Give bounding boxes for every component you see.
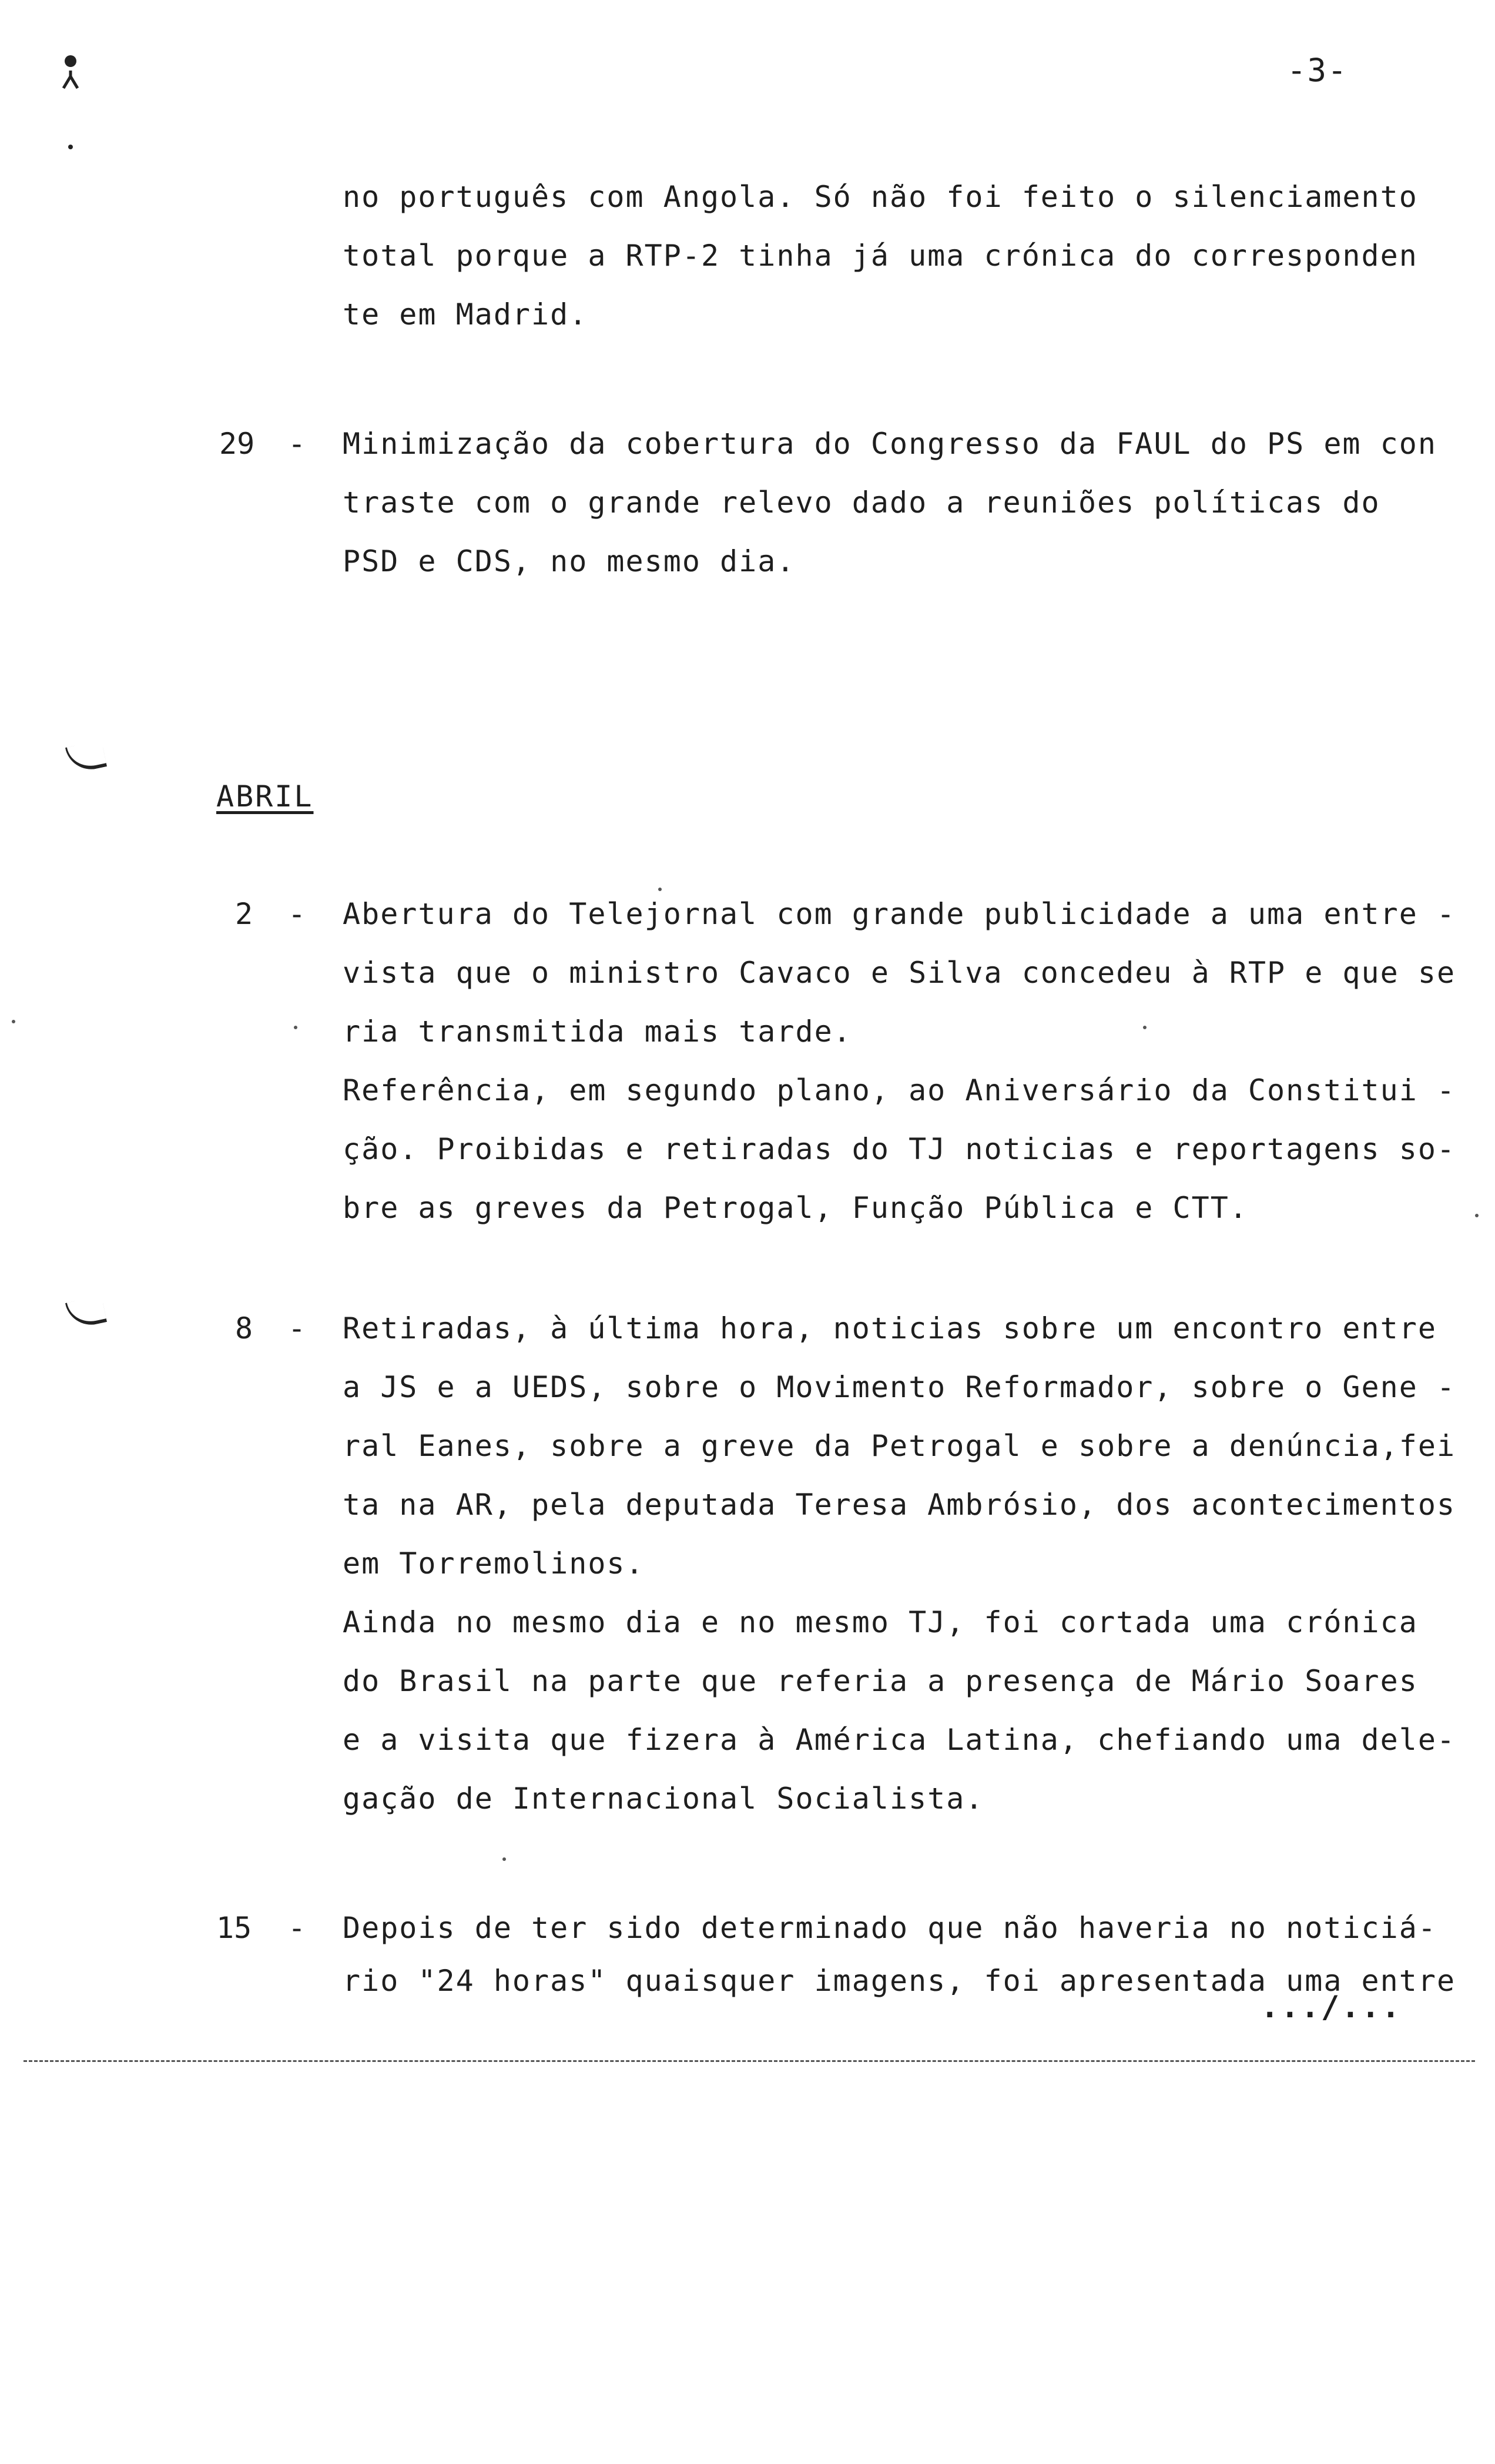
scan-speck (1475, 1214, 1479, 1217)
intro-line: te em Madrid. (343, 297, 588, 332)
entry-line: rio "24 horas" quaisquer imagens, foi apresentada uma entre (343, 1964, 1456, 1998)
scan-speck (658, 888, 662, 891)
entry-line: Abertura do Telejornal com grande publicidade a uma entre - (343, 897, 1456, 931)
entry-line: Retiradas, à última hora, noticias sobre um encontro entre (343, 1311, 1437, 1345)
intro-line: no português com Angola. Só não foi feito o silenciamento (343, 180, 1418, 214)
entry-line: vista que o ministro Cavaco e Silva concedeu à RTP e que se (343, 956, 1456, 990)
entry-line: Minimização da cobertura do Congresso da FAUL do PS em con (343, 427, 1437, 461)
entry-line: traste com o grande relevo dado a reuniões políticas do (343, 486, 1380, 520)
page-number: -3- (1287, 52, 1348, 89)
entry-line: em Torremolinos. (343, 1546, 645, 1581)
entry-line: Referência, em segundo plano, ao Aniversário da Constitui - (343, 1073, 1456, 1107)
entry-line: gação de Internacional Socialista. (343, 1782, 984, 1816)
margin-bracket-mark (65, 740, 107, 774)
entry-dash: - (288, 897, 306, 931)
continuation-marker: .../... (1261, 1990, 1402, 2025)
margin-mark-icon (59, 53, 82, 159)
margin-bracket-mark (65, 1295, 107, 1330)
entry-line: ção. Proibidas e retiradas do TJ noticias e reportagens so- (343, 1132, 1456, 1166)
entry-line: PSD e CDS, no mesmo dia. (343, 544, 796, 578)
scan-speck (12, 1020, 15, 1023)
entry-line: Ainda no mesmo dia e no mesmo TJ, foi cortada uma crónica (343, 1605, 1418, 1639)
entry-day: 8 (235, 1311, 253, 1345)
entry-line: Depois de ter sido determinado que não haveria no noticiá- (343, 1911, 1437, 1945)
entry-day: 15 (216, 1911, 252, 1945)
month-heading: ABRIL (216, 779, 314, 813)
entry-line: e a visita que fizera à América Latina, chefiando uma dele- (343, 1723, 1456, 1757)
entry-dash: - (288, 1311, 306, 1345)
scan-speck (1143, 1026, 1147, 1029)
scan-speck (294, 1026, 297, 1029)
scan-speck (502, 1857, 506, 1861)
entry-line: ta na AR, pela deputada Teresa Ambrósio, dos acontecimentos (343, 1488, 1456, 1522)
entry-line: ria transmitida mais tarde. (343, 1015, 852, 1049)
page-tear-line (24, 2060, 1475, 2062)
entry-line: bre as greves da Petrogal, Função Pública e CTT. (343, 1191, 1248, 1225)
entry-dash: - (288, 1911, 306, 1945)
entry-day: 29 (219, 427, 255, 461)
intro-line: total porque a RTP-2 tinha já uma crónica do corresponden (343, 239, 1418, 273)
entry-dash: - (288, 427, 306, 461)
entry-line: do Brasil na parte que referia a presença de Mário Soares (343, 1664, 1418, 1698)
entry-day: 2 (235, 897, 253, 931)
entry-line: a JS e a UEDS, sobre o Movimento Reformador, sobre o Gene - (343, 1370, 1456, 1404)
entry-line: ral Eanes, sobre a greve da Petrogal e sobre a denúncia,fei (343, 1429, 1456, 1463)
